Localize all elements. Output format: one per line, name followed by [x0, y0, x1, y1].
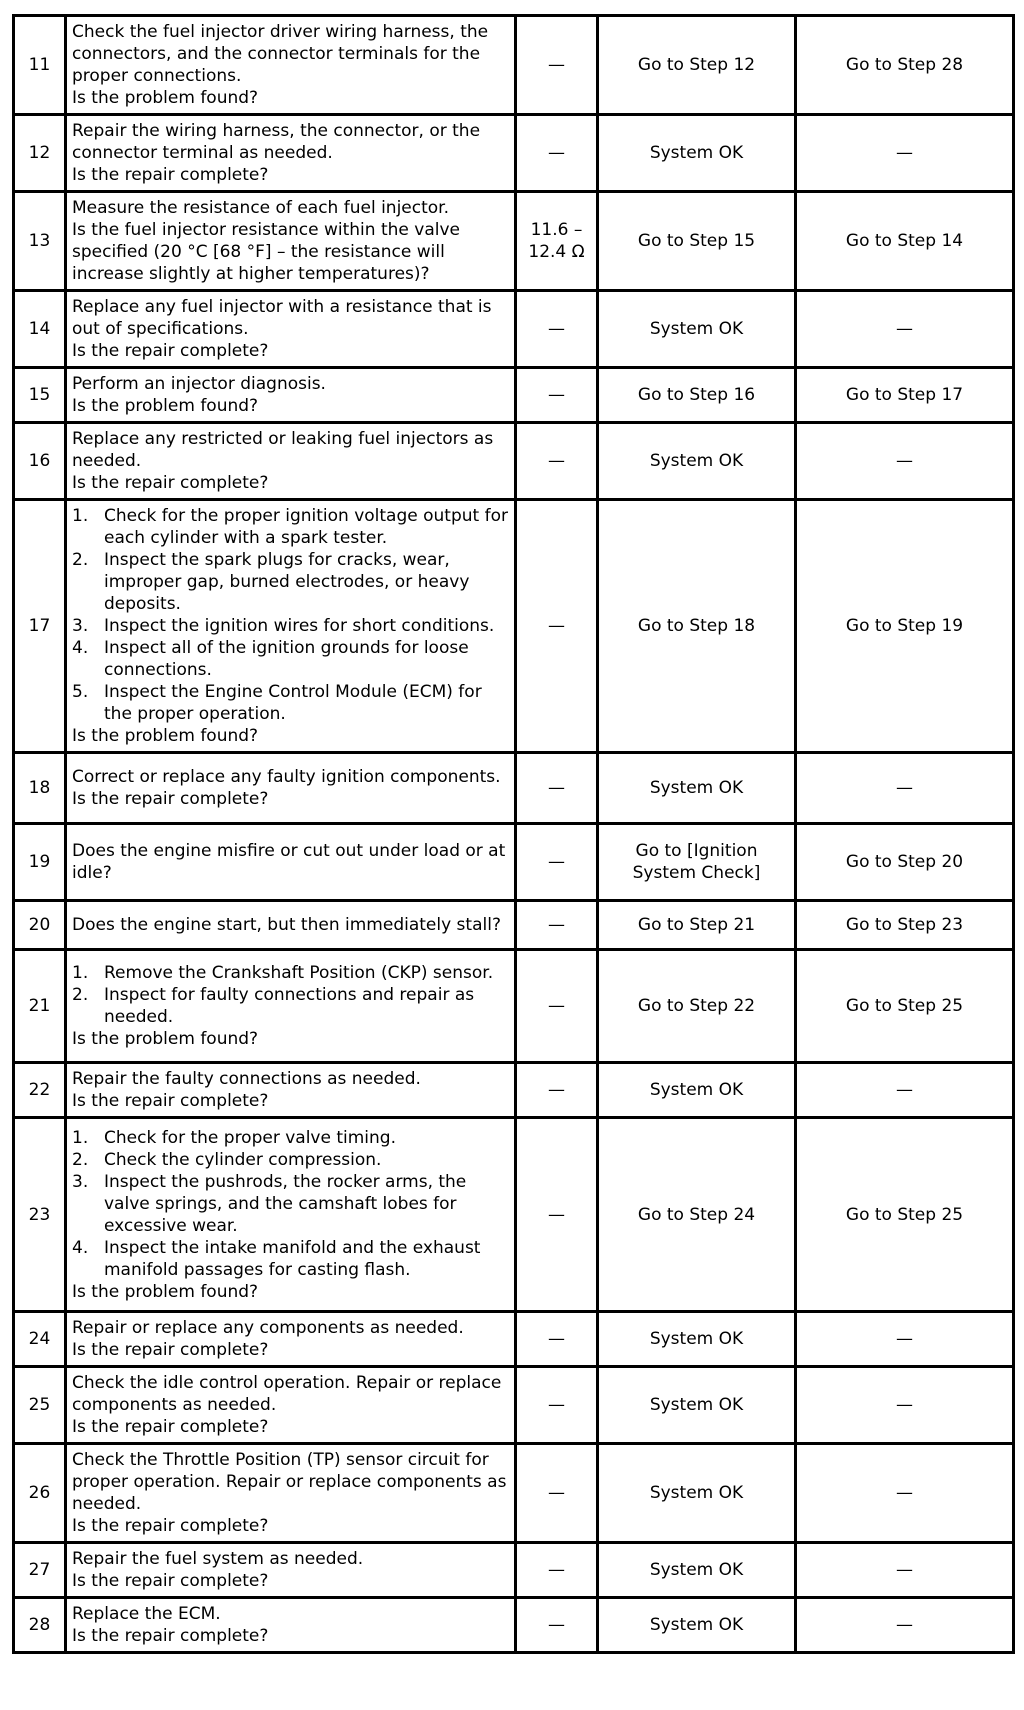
action-question: Is the repair complete?: [72, 1340, 269, 1360]
step-yes-result: System OK: [598, 291, 796, 368]
step-no-result: Go to Step 14: [796, 192, 1014, 291]
step-number: 24: [14, 1312, 66, 1367]
step-action: [66, 1444, 516, 1543]
step-value: —: [516, 1543, 598, 1598]
step-value: —: [516, 1118, 598, 1312]
step-value: —: [516, 1598, 598, 1653]
step-value: —: [516, 1367, 598, 1444]
table-row: [14, 16, 1014, 115]
action-text: Repair the wiring harness, the connector, or the connector terminal as needed.: [72, 121, 481, 163]
list-item: [72, 505, 510, 549]
list-item-number: 2.: [72, 1149, 89, 1170]
list-item-number: 2.: [72, 550, 89, 570]
action-list: [72, 505, 510, 725]
action-text: Repair or replace any components as needed.: [72, 1318, 464, 1338]
step-number: 28: [14, 1598, 66, 1653]
list-item-text: Inspect the pushrods, the rocker arms, the valve springs, and the camshaft lobes for excessive wear.: [104, 1171, 467, 1236]
step-value: 11.6 – 12.4 Ω: [516, 192, 598, 291]
step-action: [66, 368, 516, 423]
table-row: [14, 753, 1014, 824]
step-number: 23: [14, 1118, 66, 1312]
step-value: —: [516, 291, 598, 368]
list-item-text: Inspect for faulty connections and repair as needed.: [104, 985, 475, 1027]
step-yes-result: System OK: [598, 1444, 796, 1543]
action-question: Is the repair complete?: [72, 789, 269, 809]
step-action: [66, 1543, 516, 1598]
list-item-text: Check for the proper valve timing.: [104, 1127, 396, 1148]
diagnostic-table: [12, 14, 1015, 1654]
step-no-result: Go to Step 28: [796, 16, 1014, 115]
action-question: Is the repair complete?: [72, 1091, 269, 1111]
step-yes-result: Go to Step 22: [598, 950, 796, 1063]
action-text: Perform an injector diagnosis.: [72, 374, 326, 394]
step-number: 15: [14, 368, 66, 423]
action-question: Is the problem found?: [72, 396, 259, 416]
action-text: Does the engine misfire or cut out under load or at idle?: [72, 841, 506, 883]
action-question: Is the problem found?: [72, 726, 259, 746]
action-text: Repair the fuel system as needed.: [72, 1549, 364, 1569]
step-yes-result: System OK: [598, 115, 796, 192]
step-number: 11: [14, 16, 66, 115]
step-action: [66, 423, 516, 500]
action-text: Measure the resistance of each fuel injector.: [72, 198, 449, 218]
step-yes-result: Go to [Ignition System Check]: [598, 824, 796, 901]
step-yes-result: System OK: [598, 753, 796, 824]
list-item: [72, 962, 510, 984]
step-action: [66, 1598, 516, 1653]
step-value: —: [516, 901, 598, 950]
action-question: Is the repair complete?: [72, 341, 269, 361]
table-row: [14, 1063, 1014, 1118]
list-item: [72, 615, 510, 637]
list-item: [72, 1127, 510, 1149]
step-yes-result: System OK: [598, 1598, 796, 1653]
list-item-number: 4.: [72, 638, 89, 658]
table-row: [14, 500, 1014, 753]
step-action: [66, 901, 516, 950]
list-item-number: 1.: [72, 506, 89, 526]
step-number: 17: [14, 500, 66, 753]
list-item-number: 2.: [72, 985, 89, 1005]
action-text: Does the engine start, but then immediately stall?: [72, 915, 501, 935]
table-row: [14, 115, 1014, 192]
step-number: 18: [14, 753, 66, 824]
step-yes-result: Go to Step 12: [598, 16, 796, 115]
step-value: —: [516, 1312, 598, 1367]
step-action: [66, 1118, 516, 1312]
list-item: [72, 1149, 510, 1171]
table-row: [14, 423, 1014, 500]
step-value: —: [516, 824, 598, 901]
table-row: [14, 1312, 1014, 1367]
step-action: [66, 192, 516, 291]
step-no-result: —: [796, 1063, 1014, 1118]
list-item-number: 4.: [72, 1237, 89, 1258]
action-text: Check the Throttle Position (TP) sensor circuit for proper operation. Repair or replace components as needed.: [72, 1450, 507, 1514]
diagnostic-table-body: [14, 16, 1014, 1653]
list-item-text: Inspect the intake manifold and the exhaust manifold passages for casting flash.: [104, 1237, 481, 1280]
step-number: 20: [14, 901, 66, 950]
step-no-result: Go to Step 20: [796, 824, 1014, 901]
step-number: 16: [14, 423, 66, 500]
action-question: Is the problem found?: [72, 1281, 259, 1302]
list-item: [72, 637, 510, 681]
list-item-text: Check the cylinder compression.: [104, 1149, 382, 1170]
list-item-number: 5.: [72, 682, 89, 702]
step-no-result: —: [796, 1367, 1014, 1444]
list-item-text: Remove the Crankshaft Position (CKP) sensor.: [104, 963, 494, 983]
step-yes-result: Go to Step 21: [598, 901, 796, 950]
action-question: Is the repair complete?: [72, 165, 269, 185]
action-text: Repair the faulty connections as needed.: [72, 1069, 421, 1089]
step-action: [66, 1367, 516, 1444]
step-yes-result: Go to Step 15: [598, 192, 796, 291]
step-value: —: [516, 16, 598, 115]
step-number: 27: [14, 1543, 66, 1598]
table-row: [14, 1367, 1014, 1444]
table-row: [14, 1118, 1014, 1312]
step-number: 21: [14, 950, 66, 1063]
step-yes-result: System OK: [598, 1543, 796, 1598]
step-no-result: —: [796, 1312, 1014, 1367]
step-action: [66, 1063, 516, 1118]
table-row: [14, 901, 1014, 950]
step-yes-result: System OK: [598, 1312, 796, 1367]
step-value: —: [516, 500, 598, 753]
step-yes-result: Go to Step 16: [598, 368, 796, 423]
table-row: [14, 950, 1014, 1063]
list-item-number: 1.: [72, 1127, 89, 1148]
step-no-result: Go to Step 23: [796, 901, 1014, 950]
action-text: Correct or replace any faulty ignition components.: [72, 767, 501, 787]
step-number: 25: [14, 1367, 66, 1444]
step-action: [66, 500, 516, 753]
step-number: 19: [14, 824, 66, 901]
list-item-text: Inspect the spark plugs for cracks, wear, improper gap, burned electrodes, or heavy deposits.: [104, 550, 470, 614]
action-question: Is the repair complete?: [72, 1626, 269, 1646]
step-number: 26: [14, 1444, 66, 1543]
list-item-text: Inspect the ignition wires for short conditions.: [104, 616, 495, 636]
step-action: [66, 291, 516, 368]
step-value: —: [516, 115, 598, 192]
action-question: Is the repair complete?: [72, 473, 269, 493]
step-no-result: —: [796, 423, 1014, 500]
list-item: [72, 984, 510, 1028]
step-action: [66, 950, 516, 1063]
step-action: [66, 824, 516, 901]
action-text: Replace the ECM.: [72, 1604, 221, 1624]
table-row: [14, 1444, 1014, 1543]
list-item: [72, 1237, 510, 1281]
list-item-text: Inspect the Engine Control Module (ECM) for the proper operation.: [104, 682, 482, 724]
step-no-result: —: [796, 1543, 1014, 1598]
table-row: [14, 824, 1014, 901]
action-text: Replace any restricted or leaking fuel injectors as needed.: [72, 429, 494, 471]
table-row: [14, 192, 1014, 291]
diagnostic-table-container: [12, 14, 1012, 1654]
step-value: —: [516, 1444, 598, 1543]
step-action: [66, 115, 516, 192]
action-text: Replace any fuel injector with a resistance that is out of specifications.: [72, 297, 492, 339]
step-no-result: —: [796, 115, 1014, 192]
table-row: [14, 1543, 1014, 1598]
step-action: [66, 753, 516, 824]
step-value: —: [516, 423, 598, 500]
step-number: 13: [14, 192, 66, 291]
step-no-result: —: [796, 1444, 1014, 1543]
step-number: 14: [14, 291, 66, 368]
step-value: —: [516, 1063, 598, 1118]
step-value: —: [516, 368, 598, 423]
action-text: Check the fuel injector driver wiring harness, the connectors, and the connector terminals for the proper connections.: [72, 22, 489, 86]
action-question: Is the repair complete?: [72, 1417, 269, 1437]
action-list: [72, 962, 510, 1028]
step-no-result: —: [796, 753, 1014, 824]
step-no-result: —: [796, 291, 1014, 368]
step-no-result: Go to Step 17: [796, 368, 1014, 423]
list-item-text: Check for the proper ignition voltage output for each cylinder with a spark tester.: [104, 506, 508, 548]
step-yes-result: System OK: [598, 1367, 796, 1444]
step-value: —: [516, 753, 598, 824]
list-item-text: Inspect all of the ignition grounds for loose connections.: [104, 638, 469, 680]
action-question: Is the problem found?: [72, 1029, 259, 1049]
step-number: 22: [14, 1063, 66, 1118]
step-value: —: [516, 950, 598, 1063]
step-yes-result: Go to Step 18: [598, 500, 796, 753]
action-text: Check the idle control operation. Repair or replace components as needed.: [72, 1373, 502, 1415]
list-item-number: 1.: [72, 963, 89, 983]
list-item: [72, 1171, 510, 1237]
list-item-number: 3.: [72, 616, 89, 636]
table-row: [14, 291, 1014, 368]
step-yes-result: System OK: [598, 423, 796, 500]
step-no-result: Go to Step 25: [796, 1118, 1014, 1312]
list-item-number: 3.: [72, 1171, 89, 1192]
step-action: [66, 16, 516, 115]
step-no-result: Go to Step 19: [796, 500, 1014, 753]
list-item: [72, 549, 510, 615]
step-yes-result: Go to Step 24: [598, 1118, 796, 1312]
step-yes-result: System OK: [598, 1063, 796, 1118]
action-text: Is the fuel injector resistance within the valve specified (20 °C [68 °F] – the resistance will increase slightly at higher temperatures)?: [72, 220, 460, 284]
table-row: [14, 1598, 1014, 1653]
action-question: Is the repair complete?: [72, 1516, 269, 1536]
action-list: [72, 1127, 510, 1281]
step-no-result: —: [796, 1598, 1014, 1653]
step-action: [66, 1312, 516, 1367]
action-question: Is the problem found?: [72, 88, 259, 108]
step-number: 12: [14, 115, 66, 192]
table-row: [14, 368, 1014, 423]
list-item: [72, 681, 510, 725]
action-question: Is the repair complete?: [72, 1571, 269, 1591]
step-no-result: Go to Step 25: [796, 950, 1014, 1063]
